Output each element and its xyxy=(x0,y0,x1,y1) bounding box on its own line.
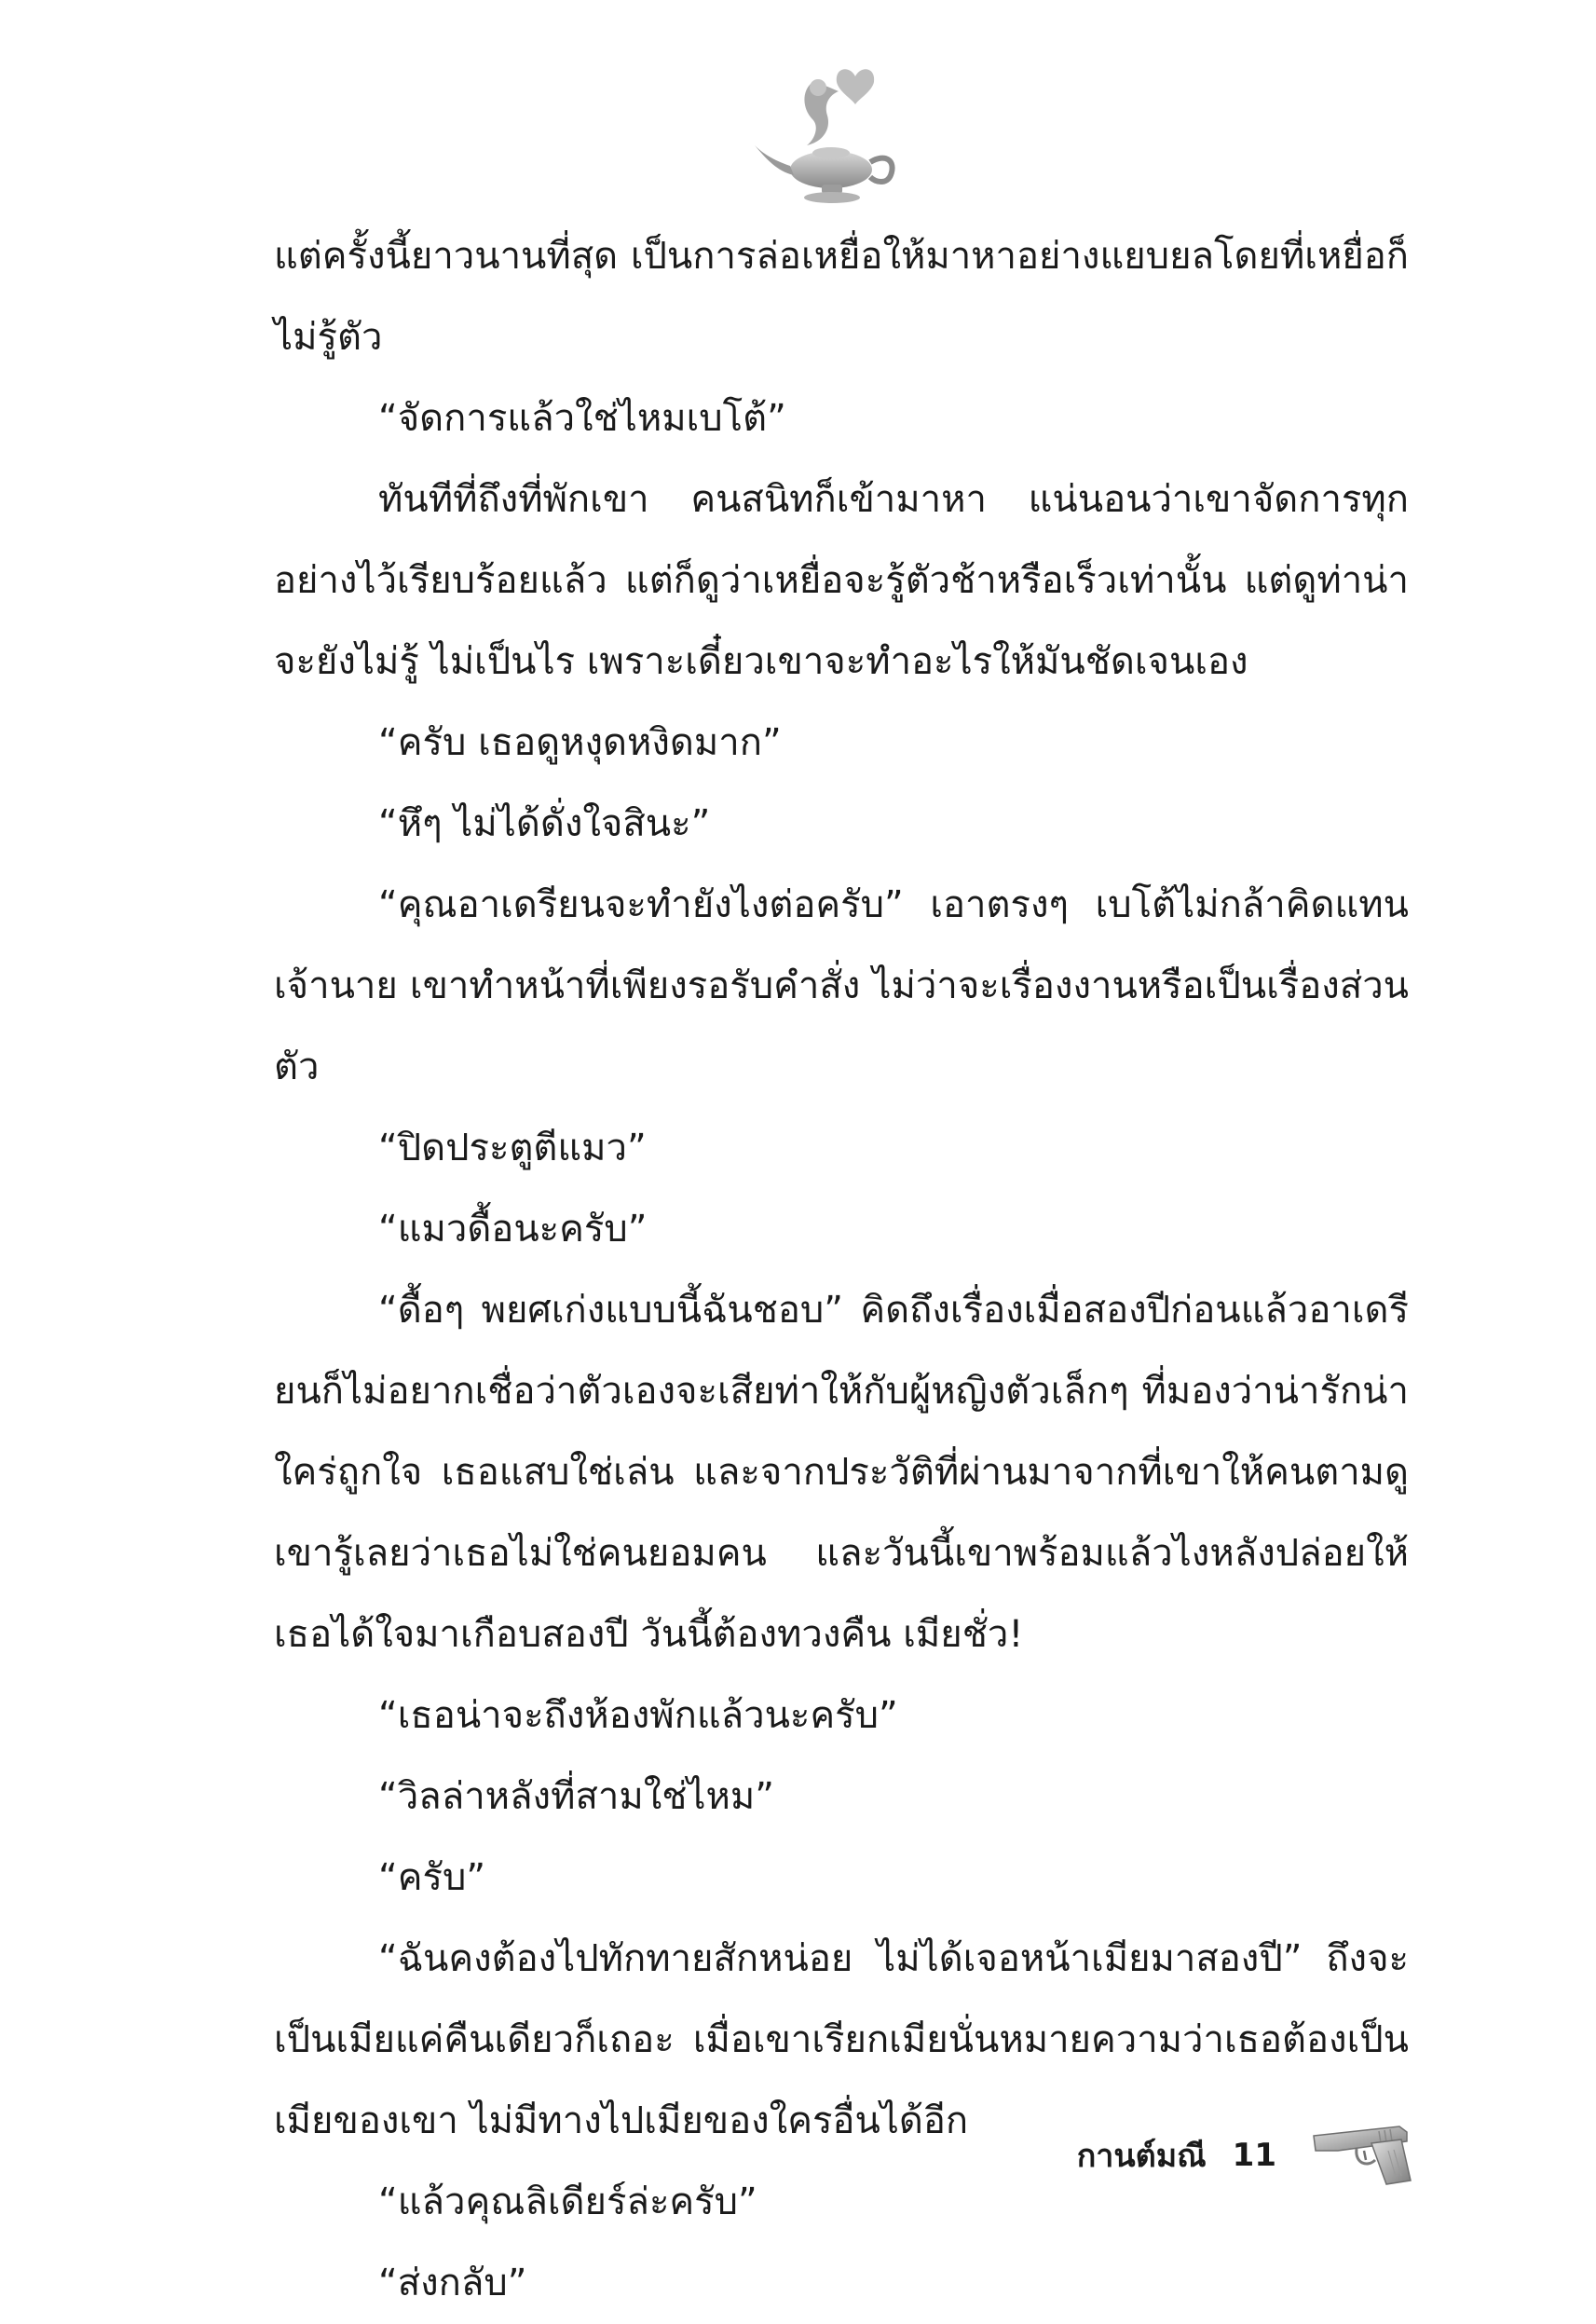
dialogue-line: “ปิดประตูตีแมว” xyxy=(378,1127,647,1169)
genie-lamp-ornament-icon xyxy=(745,56,904,214)
dialogue-line: “หึๆ ไม่ได้ดั่งใจสินะ” xyxy=(378,802,711,845)
dialogue-line: “ส่งกลับ” xyxy=(378,2262,527,2304)
dialogue-line: “เธอน่าจะถึงห้องพักแล้วนะครับ” xyxy=(378,1694,898,1737)
page-footer xyxy=(1077,2123,1414,2188)
paragraph: แต่ครั้งนี้ยาวนานที่สุด เป็นการล่อเหยื่อให้มาหาอย่างแยบยลโดยที่เหยื่อก็ไม่รู้ตัว xyxy=(274,235,1409,359)
paragraph: ทันทีที่ถึงที่พักเขา คนสนิทก็เข้ามาหา แน่นอนว่าเขาจัดการทุกอย่างไว้เรียบร้อยแล้ว แต่ก็ดูว่าเหยื่อจะรู้ตัวช้าหรือเร็วเท่านั้น แต่ดูท่าน่าจะยังไม่รู้ ไม่เป็นไร เพราะเดี๋ยวเขาจะทำอะไรให้มันชัดเจนเอง xyxy=(274,478,1409,683)
page-number: 11 xyxy=(1232,2137,1276,2174)
paragraph: “คุณอาเดรียนจะทำยังไงต่อครับ” เอาตรงๆ เบโต้ไม่กล้าคิดแทนเจ้านาย เขาทำหน้าที่เพียงรอรับคำสั่ง ไม่ว่าจะเรื่องงานหรือเป็นเรื่องส่วนตัว xyxy=(274,883,1409,1088)
pistol-icon xyxy=(1310,2123,1414,2188)
dialogue-line: “แล้วคุณลิเดียร์ล่ะครับ” xyxy=(378,2180,757,2223)
paragraph: “ดื้อๆ พยศเก่งแบบนี้ฉันชอบ” คิดถึงเรื่องเมื่อสองปีก่อนแล้วอาเดรียนก็ไม่อยากเชื่อว่าตัวเองจะเสียท่าให้กับผู้หญิงตัวเล็กๆ ที่มองว่าน่ารักน่าใคร่ถูกใจ เธอแสบใช่เล่น และจากประวัติที่ผ่านมาจากที่เขาให้คนตามดู เขารู้เลยว่าเธอไม่ใช่คนยอมคน และวันนี้เขาพร้อมแล้วไงหลังปล่อยให้เธอได้ใจมาเกือบสองปี วันนี้ต้องทวงคืน เมียชั่ว! xyxy=(274,1289,1409,1656)
dialogue-line: “แมวดื้อนะครับ” xyxy=(378,1208,648,1251)
paragraph: “ฉันคงต้องไปทักทายสักหน่อย ไม่ได้เจอหน้าเมียมาสองปี” ถึงจะเป็นเมียแค่คืนเดียวก็เถอะ เมื่อเขาเรียกเมียนั่นหมายความว่าเธอต้องเป็นเมียของเขา ไม่มีทางไปเมียของใครอื่นได้อีก xyxy=(274,1937,1409,2142)
author-name: กานต์มณี xyxy=(1076,2138,1207,2175)
dialogue-line: “ครับ” xyxy=(378,1856,486,1899)
dialogue-line: “จัดการแล้วใช่ไหมเบโต้” xyxy=(378,397,786,440)
dialogue-line: “ครับ เธอดูหงุดหงิดมาก” xyxy=(378,721,782,764)
dialogue-line: “วิลล่าหลังที่สามใช่ไหม” xyxy=(378,1775,774,1818)
body-text xyxy=(274,216,1409,2324)
